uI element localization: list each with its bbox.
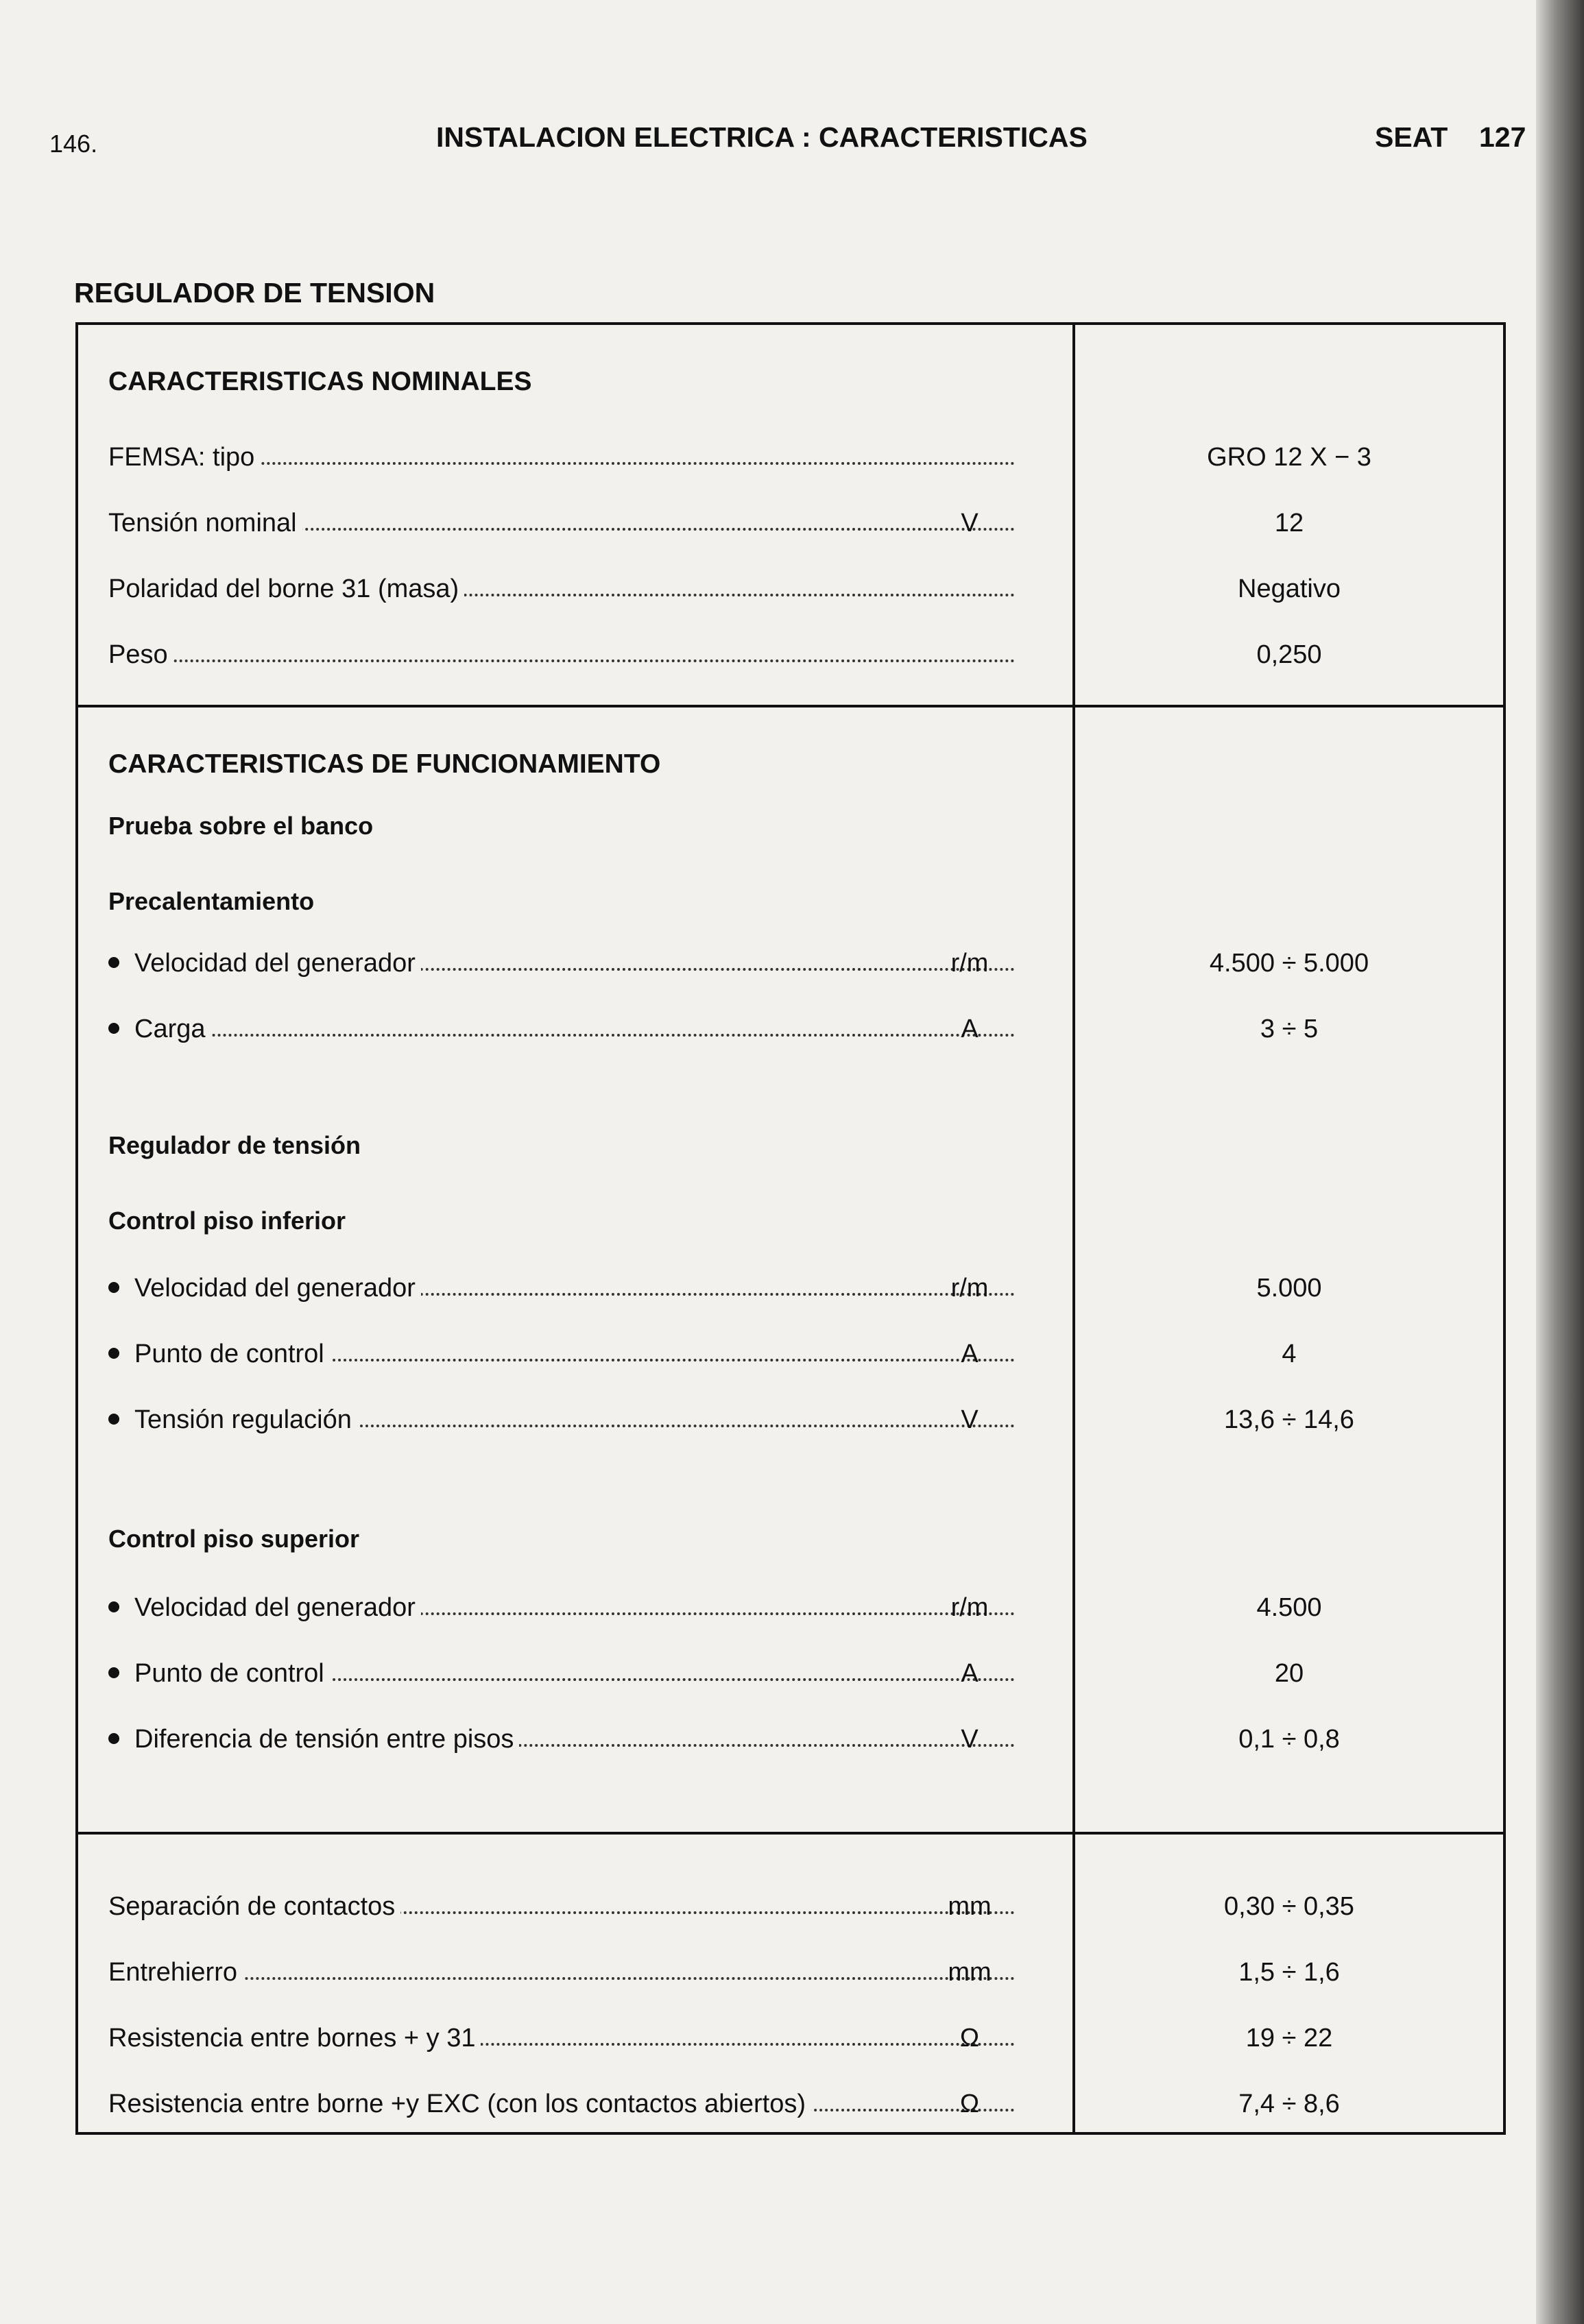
section-title: REGULADOR DE TENSION: [74, 277, 435, 308]
row-label: Entrehierro: [108, 1958, 243, 1987]
table-row: [78, 2087, 1503, 2121]
row-label: Tensión regulación: [134, 1405, 352, 1434]
bullet-icon: [108, 1414, 119, 1425]
row-value: 7,4 ÷ 8,6: [1238, 2090, 1340, 2118]
bullet-icon: [108, 1023, 119, 1034]
spec-table: [75, 322, 1506, 2135]
row-unit: V: [961, 1405, 979, 1434]
row-unit: mm: [948, 1958, 992, 1987]
row-label: Punto de control: [134, 1340, 324, 1368]
row-value: 12: [1274, 509, 1304, 537]
table-row: [78, 1012, 1503, 1046]
brand-label: SEAT: [1375, 121, 1448, 153]
page-edge-shadow: [1536, 0, 1584, 2324]
table-row: [78, 638, 1503, 672]
table-row: [78, 1656, 1503, 1691]
row-value: 1,5 ÷ 1,6: [1238, 1958, 1340, 1987]
row-unit: V: [961, 509, 979, 537]
row-value: 0,250: [1256, 640, 1322, 669]
bullet-icon: [108, 957, 119, 968]
bullet-icon: [108, 1282, 119, 1293]
precalentamiento-heading: Precalentamiento: [108, 887, 315, 915]
table-row: [78, 1271, 1503, 1305]
row-label: Punto de control: [134, 1659, 324, 1688]
row-unit: A: [961, 1659, 979, 1688]
section-divider: [78, 1832, 1503, 1835]
table-row: [78, 1889, 1503, 1924]
bullet-icon: [108, 1601, 119, 1612]
row-value: 4.500: [1256, 1593, 1322, 1622]
table-row: [78, 1722, 1503, 1756]
regulador-heading: Regulador de tensión: [108, 1131, 361, 1159]
table-row: [78, 572, 1503, 606]
row-value: GRO 12 X − 3: [1207, 443, 1371, 472]
row-value: 3 ÷ 5: [1260, 1015, 1319, 1043]
page-title: INSTALACION ELECTRICA : CARACTERISTICAS: [436, 121, 1088, 153]
bullet-icon: [108, 1348, 119, 1359]
row-label: FEMSA: tipo: [108, 443, 260, 472]
nominales-heading: CARACTERISTICAS NOMINALES: [108, 367, 532, 396]
prueba-heading: Prueba sobre el banco: [108, 812, 374, 840]
row-label: Velocidad del generador: [134, 1593, 416, 1622]
table-row: [78, 1403, 1503, 1437]
table-row: [78, 440, 1503, 474]
table-row: [78, 946, 1503, 980]
table-row: [78, 2021, 1503, 2055]
table-row: [78, 506, 1503, 540]
row-unit: mm: [948, 1892, 992, 1921]
row-unit: A: [961, 1015, 979, 1043]
bullet-icon: [108, 1733, 119, 1744]
row-value: 13,6 ÷ 14,6: [1224, 1405, 1354, 1434]
funcionamiento-heading: CARACTERISTICAS DE FUNCIONAMIENTO: [108, 749, 661, 779]
bullet-icon: [108, 1667, 119, 1678]
piso-inferior-heading: Control piso inferior: [108, 1207, 346, 1235]
row-label: Velocidad del generador: [134, 1274, 416, 1303]
row-unit: Ω: [959, 2090, 980, 2118]
row-value: 19 ÷ 22: [1245, 2024, 1333, 2053]
row-value: 4.500 ÷ 5.000: [1209, 949, 1369, 978]
row-label: Polaridad del borne 31 (masa): [108, 574, 464, 603]
row-value: Negativo: [1238, 574, 1341, 603]
row-unit: r/m: [950, 949, 989, 978]
table-row: [78, 1955, 1503, 1989]
page-number-left: 146.: [49, 130, 98, 158]
row-unit: r/m: [950, 1593, 989, 1622]
row-value: 20: [1274, 1659, 1304, 1688]
row-label: Diferencia de tensión entre pisos: [134, 1725, 514, 1754]
row-label: Resistencia entre bornes + y 31: [108, 2024, 481, 2053]
row-label: Separación de contactos: [108, 1892, 400, 1921]
row-unit: r/m: [950, 1274, 989, 1303]
row-unit: Ω: [959, 2024, 980, 2053]
row-label: Carga: [134, 1015, 206, 1043]
row-label: Tensión nominal: [108, 509, 302, 537]
table-row: [78, 1337, 1503, 1371]
row-label: Velocidad del generador: [134, 949, 416, 978]
row-value: 5.000: [1256, 1274, 1322, 1303]
piso-superior-heading: Control piso superior: [108, 1525, 360, 1553]
section-divider: [78, 705, 1503, 707]
row-unit: V: [961, 1725, 979, 1754]
model-number: 127: [1479, 121, 1526, 153]
row-label: Resistencia entre borne +y EXC (con los contactos abiertos): [108, 2090, 811, 2118]
row-value: 4: [1282, 1340, 1297, 1368]
row-label: Peso: [108, 640, 173, 669]
row-value: 0,30 ÷ 0,35: [1224, 1892, 1354, 1921]
table-row: [78, 1590, 1503, 1625]
row-unit: A: [961, 1340, 979, 1368]
row-value: 0,1 ÷ 0,8: [1238, 1725, 1340, 1754]
